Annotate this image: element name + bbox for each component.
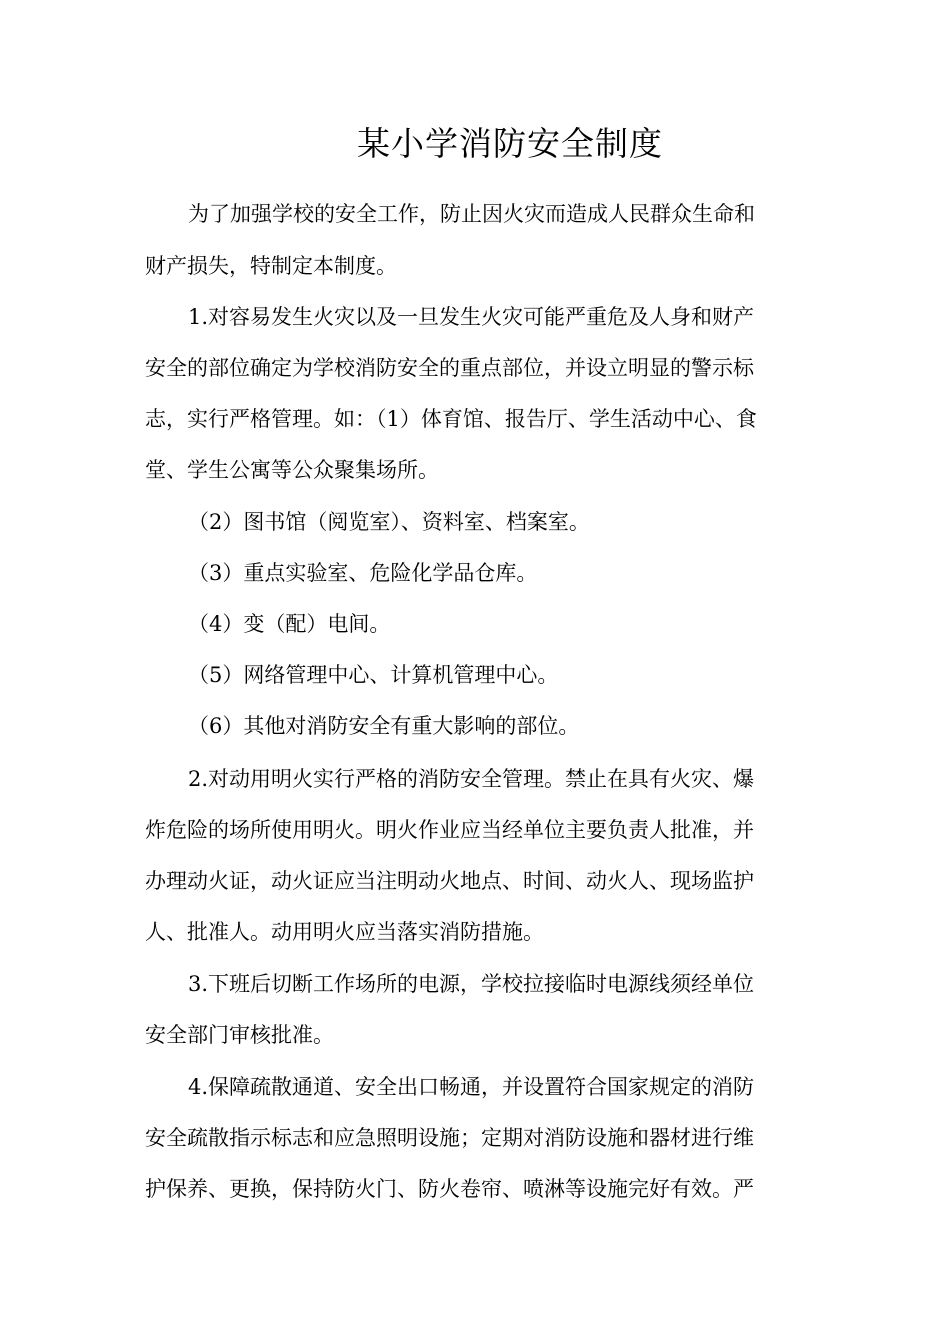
paragraph-line: 护保养、更换，保持防火门、防火卷帘、喷淋等设施完好有效。严 xyxy=(145,1177,754,1201)
document-title: 某小学消防安全制度 xyxy=(357,124,663,163)
paragraph-line: 安全疏散指示标志和应急照明设施；定期对消防设施和器材进行维 xyxy=(145,1126,754,1150)
paragraph-line: 炸危险的场所使用明火。明火作业应当经单位主要负责人批准，并 xyxy=(145,818,754,842)
paragraph-line: 办理动火证，动火证应当注明动火地点、时间、动火人、现场监护 xyxy=(145,869,754,893)
paragraph-line: 人、批准人。动用明火应当落实消防措施。 xyxy=(145,920,544,944)
paragraph-line: 志，实行严格管理。如：（1）体育馆、报告厅、学生活动中心、食 xyxy=(145,407,757,431)
list-item: （2）图书馆（阅览室）、资料室、档案室。 xyxy=(188,510,590,534)
list-item: （3）重点实验室、危险化学品仓库。 xyxy=(188,561,538,585)
paragraph-line: 1.对容易发生火灾以及一旦发生火灾可能严重危及人身和财产 xyxy=(188,305,755,329)
paragraph-line: 4.保障疏散通道、安全出口畅通，并设置符合国家规定的消防 xyxy=(188,1075,755,1099)
paragraph-line: 堂、学生公寓等公众聚集场所。 xyxy=(145,458,439,482)
paragraph-line: 3.下班后切断工作场所的电源，学校拉接临时电源线须经单位 xyxy=(188,972,755,996)
list-item: （5）网络管理中心、计算机管理中心。 xyxy=(188,663,559,687)
paragraph-line: 安全部门审核批准。 xyxy=(145,1023,334,1047)
list-item: （6）其他对消防安全有重大影响的部位。 xyxy=(188,714,580,738)
paragraph-line: 为了加强学校的安全工作，防止因火灾而造成人民群众生命和 xyxy=(188,202,755,226)
paragraph-line: 财产损失，特制定本制度。 xyxy=(145,254,397,278)
paragraph-line: 安全的部位确定为学校消防安全的重点部位，并设立明显的警示标 xyxy=(145,356,754,380)
paragraph-line: 2.对动用明火实行严格的消防安全管理。禁止在具有火灾、爆 xyxy=(188,767,755,791)
list-item: （4）变（配）电间。 xyxy=(188,612,391,636)
